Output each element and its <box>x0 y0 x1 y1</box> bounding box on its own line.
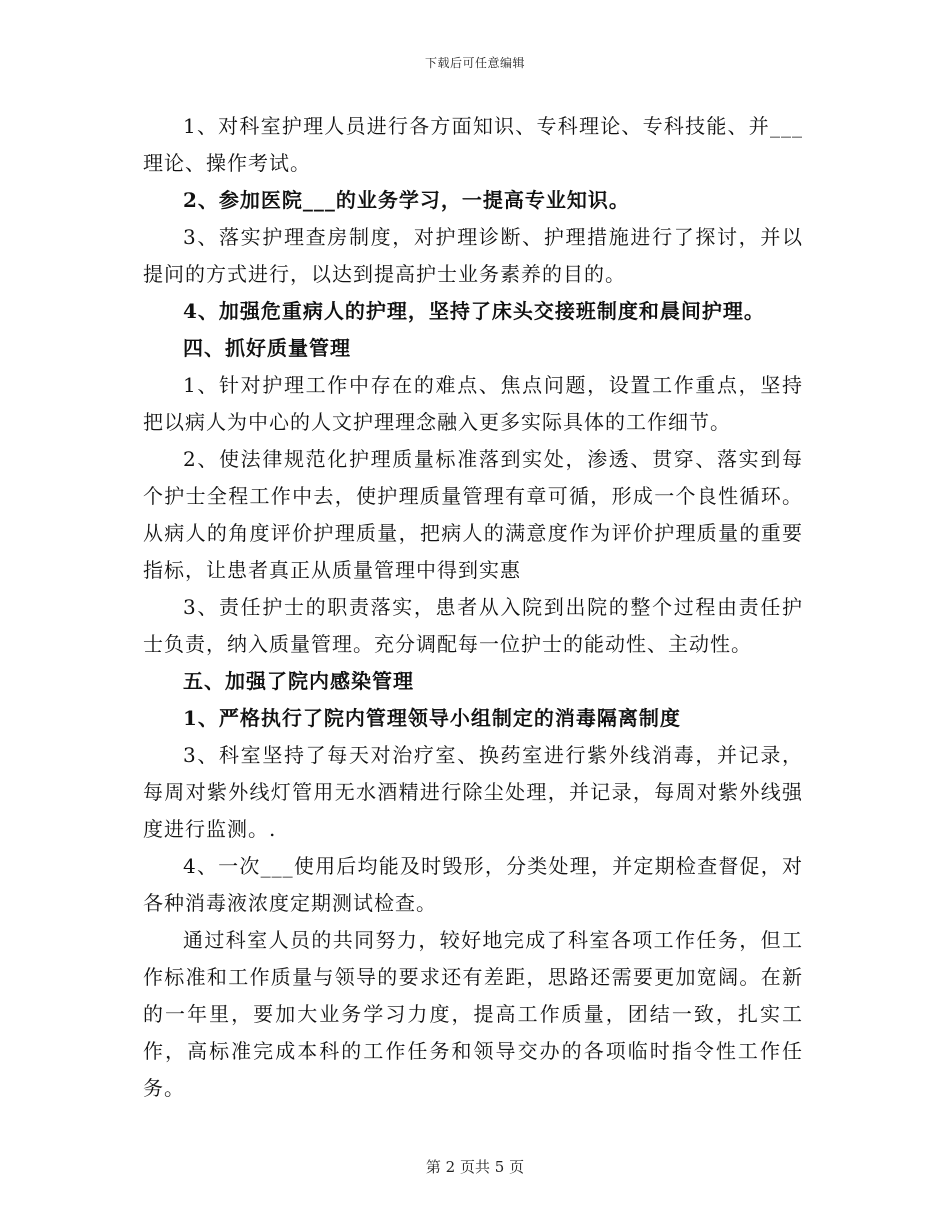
paragraph: 1、严格执行了院内管理领导小组制定的消毒隔离制度 <box>183 706 681 730</box>
paragraph: 1、对科室护理人员进行各方面知识、专科理论、专科技能、并___理论、操作考试。 <box>143 114 803 175</box>
page-footer: 第 2 页共 5 页 <box>425 1158 525 1176</box>
paragraph: 2、参加医院___的业务学习，一提高专业知识。 <box>183 188 630 212</box>
document-body <box>143 108 803 1107</box>
paragraph: 3、责任护士的职责落实，患者从入院到出院的整个过程由责任护士负责，纳入质量管理。充分调配每一位护士的能动性、主动性。 <box>143 595 803 656</box>
paragraph: 4、一次___使用后均能及时毁形，分类处理，并定期检查督促，对各种消毒液浓度定期测试检查。 <box>143 854 803 915</box>
paragraph: 2、使法律规范化护理质量标准落到实处，渗透、贯穿、落实到每个护士全程工作中去，使护理质量管理有章可循，形成一个良性循环。从病人的角度评价护理质量，把病人的满意度作为评价护理质量的重要指标，让患者真正从质量管理中得到实惠 <box>143 447 803 582</box>
paragraph: 3、科室坚持了每天对治疗室、换药室进行紫外线消毒，并记录，每周对紫外线灯管用无水酒精进行除尘处理，并记录，每周对紫外线强度进行监测。. <box>143 743 803 841</box>
section-heading: 四、抓好质量管理 <box>183 336 351 360</box>
paragraph: 4、加强危重病人的护理，坚持了床头交接班制度和晨间护理。 <box>183 299 765 323</box>
paragraph: 3、落实护理查房制度，对护理诊断、护理措施进行了探讨，并以提问的方式进行，以达到提高护士业务素养的目的。 <box>143 225 803 286</box>
section-heading: 五、加强了院内感染管理 <box>183 669 414 693</box>
paragraph: 通过科室人员的共同努力，较好地完成了科室各项工作任务，但工作标准和工作质量与领导的要求还有差距，思路还需要更加宽阔。在新的一年里，要加大业务学习力度，提高工作质量，团结一致，扎实工作，高标准完成本科的工作任务和领导交办的各项临时指令性工作任务。 <box>143 928 803 1100</box>
paragraph: 1、针对护理工作中存在的难点、焦点问题，设置工作重点，坚持把以病人为中心的人文护理理念融入更多实际具体的工作细节。 <box>143 373 803 434</box>
page-header: 下载后可任意编辑 <box>424 56 525 70</box>
